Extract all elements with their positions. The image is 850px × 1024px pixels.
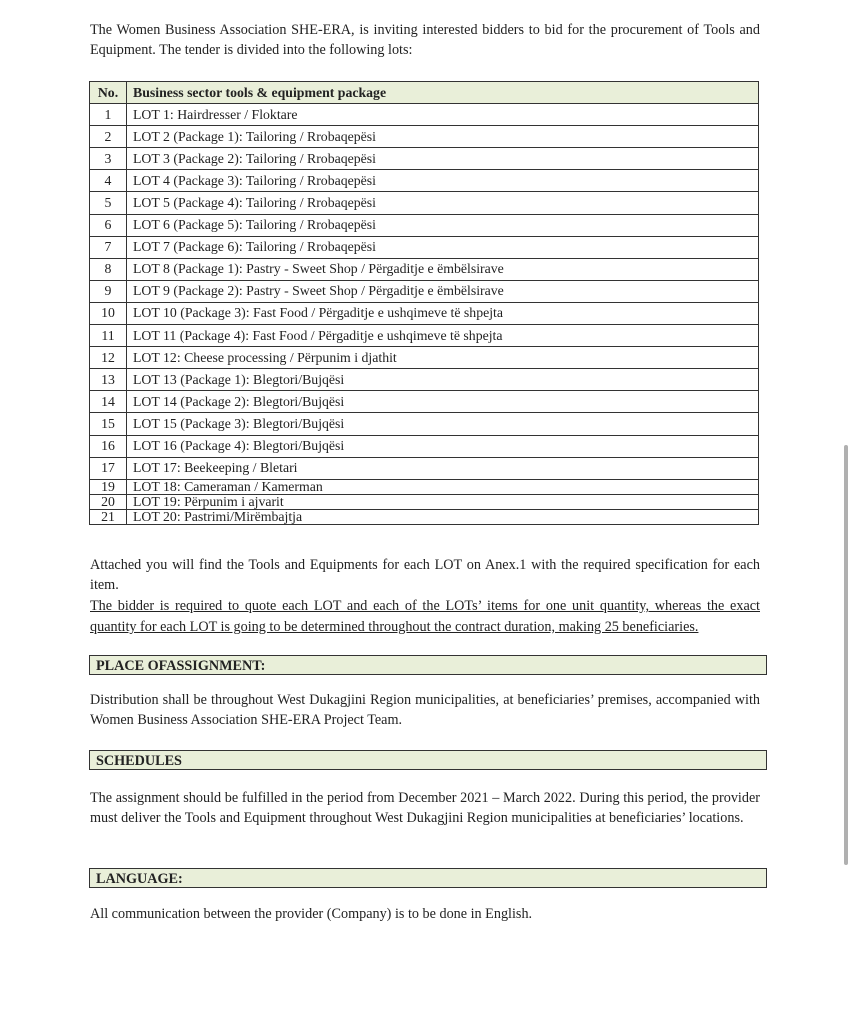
table-row [90, 347, 759, 369]
lot-number-cell: 13 [90, 369, 127, 391]
lot-description-cell: LOT 1: Hairdresser / Floktare [127, 104, 759, 126]
schedules-heading: SCHEDULES [89, 750, 767, 770]
table-row [90, 192, 759, 214]
table-row [90, 325, 759, 347]
lot-description-cell: LOT 5 (Package 4): Tailoring / Rrobaqepësi [127, 192, 759, 214]
table-row [90, 214, 759, 236]
lot-description-cell: LOT 20: Pastrimi/Mirëmbajtja [127, 509, 759, 524]
bidder-note: The bidder is required to quote each LOT and each of the LOTs’ items for one unit quantity, whereas the exact quantity for each LOT is going to be determined throughout the contract duration, making 25 beneficiaries. [90, 598, 760, 635]
table-row [90, 369, 759, 391]
table-row [90, 494, 759, 509]
lot-number-cell: 3 [90, 148, 127, 170]
lot-description-cell: LOT 4 (Package 3): Tailoring / Rrobaqepësi [127, 170, 759, 192]
table-header-row [90, 82, 759, 104]
lot-description-cell: LOT 13 (Package 1): Blegtori/Bujqësi [127, 369, 759, 391]
table-row [90, 391, 759, 413]
schedules-body: The assignment should be fulfilled in the period from December 2021 – March 2022. During this period, the provider must deliver the Tools and Equipment throughout West Dukagjini Region municipalities at beneficiaries’ locations. [90, 790, 760, 826]
lot-number-cell: 11 [90, 325, 127, 347]
lot-description-cell: LOT 10 (Package 3): Fast Food / Përgaditje e ushqimeve të shpejta [127, 302, 759, 324]
lot-description-cell: LOT 18: Cameraman / Kamerman [127, 479, 759, 494]
table-row [90, 479, 759, 494]
language-body: All communication between the provider (Company) is to be done in English. [90, 906, 533, 922]
intro-paragraph: The Women Business Association SHE-ERA, is inviting interested bidders to bid for the procurement of Tools and Equipment. The tender is divided into the following lots: [90, 22, 760, 58]
lot-description-cell: LOT 19: Përpunim i ajvarit [127, 494, 759, 509]
table-row [90, 509, 759, 524]
header-package: Business sector tools & equipment package [127, 82, 759, 104]
lot-number-cell: 10 [90, 302, 127, 324]
place-heading: PLACE OFASSIGNMENT: [89, 655, 767, 675]
language-heading: LANGUAGE: [89, 868, 767, 888]
table-row [90, 148, 759, 170]
lot-description-cell: LOT 9 (Package 2): Pastry - Sweet Shop / Përgaditje e ëmbëlsirave [127, 280, 759, 302]
lot-description-cell: LOT 16 (Package 4): Blegtori/Bujqësi [127, 435, 759, 457]
lot-number-cell: 8 [90, 258, 127, 280]
lot-number-cell: 20 [90, 494, 127, 509]
lot-number-cell: 16 [90, 435, 127, 457]
lot-number-cell: 9 [90, 280, 127, 302]
header-number: No. [90, 82, 127, 104]
table-row [90, 457, 759, 479]
lot-number-cell: 15 [90, 413, 127, 435]
lot-description-cell: LOT 17: Beekeeping / Bletari [127, 457, 759, 479]
place-body: Distribution shall be throughout West Dukagjini Region municipalities, at beneficiaries’ premises, accompanied with Women Business Association SHE-ERA Project Team. [90, 692, 760, 728]
lot-number-cell: 7 [90, 236, 127, 258]
lot-number-cell: 17 [90, 457, 127, 479]
lot-number-cell: 2 [90, 126, 127, 148]
table-row [90, 280, 759, 302]
lot-number-cell: 19 [90, 479, 127, 494]
table-row [90, 170, 759, 192]
lot-number-cell: 5 [90, 192, 127, 214]
lot-number-cell: 6 [90, 214, 127, 236]
lot-number-cell: 4 [90, 170, 127, 192]
lot-description-cell: LOT 2 (Package 1): Tailoring / Rrobaqepësi [127, 126, 759, 148]
scrollbar[interactable] [844, 0, 850, 1024]
table-row [90, 236, 759, 258]
lot-description-cell: LOT 7 (Package 6): Tailoring / Rrobaqepësi [127, 236, 759, 258]
lot-description-cell: LOT 15 (Package 3): Blegtori/Bujqësi [127, 413, 759, 435]
table-row [90, 435, 759, 457]
lot-number-cell: 14 [90, 391, 127, 413]
lots-table-body [90, 104, 759, 525]
lot-number-cell: 1 [90, 104, 127, 126]
lots-table [89, 81, 759, 525]
lot-description-cell: LOT 3 (Package 2): Tailoring / Rrobaqepësi [127, 148, 759, 170]
table-row [90, 413, 759, 435]
table-row [90, 126, 759, 148]
lot-description-cell: LOT 11 (Package 4): Fast Food / Përgaditje e ushqimeve të shpejta [127, 325, 759, 347]
lot-description-cell: LOT 14 (Package 2): Blegtori/Bujqësi [127, 391, 759, 413]
lot-number-cell: 12 [90, 347, 127, 369]
lot-description-cell: LOT 12: Cheese processing / Përpunim i djathit [127, 347, 759, 369]
attached-paragraph: Attached you will find the Tools and Equipments for each LOT on Anex.1 with the required specification for each item. [90, 557, 760, 593]
lot-description-cell: LOT 6 (Package 5): Tailoring / Rrobaqepësi [127, 214, 759, 236]
lot-number-cell: 21 [90, 509, 127, 524]
table-row [90, 258, 759, 280]
scrollbar-thumb[interactable] [844, 445, 848, 865]
table-row [90, 302, 759, 324]
table-row [90, 104, 759, 126]
lot-description-cell: LOT 8 (Package 1): Pastry - Sweet Shop / Përgaditje e ëmbëlsirave [127, 258, 759, 280]
